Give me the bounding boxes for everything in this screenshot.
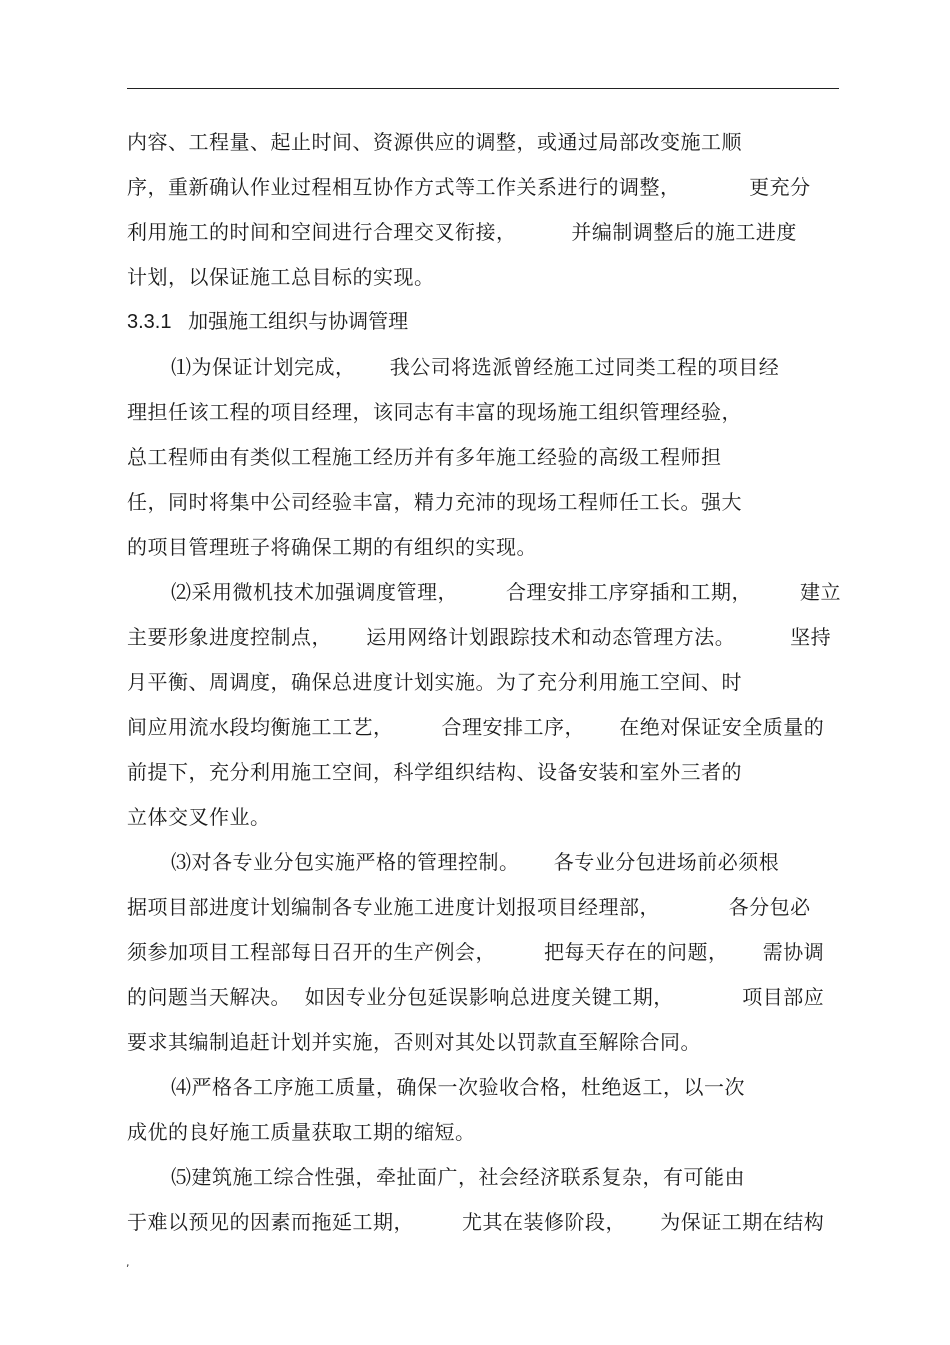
text-line: 成优的良好施工质量获取工期的缩短。 (127, 1120, 476, 1144)
text-line: 月平衡、周调度，确保总进度计划实施。为了充分利用施工空间、时 (127, 670, 742, 694)
text-line: 要求其编制追赶计划并实施，否则对其处以罚款直至解除合同。 (127, 1030, 701, 1054)
text-line: 任，同时将集中公司经验丰富，精力充沛的现场工程师任工长。强大 (127, 490, 742, 514)
text-line: 须参加项目工程部每日召开的生产例会， 把每天存在的问题， 需协调 (127, 940, 825, 964)
text-line: 计划，以保证施工总目标的实现。 (127, 265, 435, 289)
text-line: 序，重新确认作业过程相互协作方式等工作关系进行的调整， 更充分 (127, 175, 811, 199)
footer-mark: , (126, 1256, 130, 1269)
text-line: 立体交叉作业。 (127, 805, 271, 829)
text-line: 据项目部进度计划编制各专业施工进度计划报项目经理部， 各分包必 (127, 895, 811, 919)
header-rule (127, 88, 839, 89)
text-line: 利用施工的时间和空间进行合理交叉衔接， 并编制调整后的施工进度 (127, 220, 797, 244)
text-line: 间应用流水段均衡施工工艺， 合理安排工序， 在绝对保证安全质量的 (127, 715, 825, 739)
paragraph-2-start: ⑵采用微机技术加强调度管理， 合理安排工序穿插和工期， 建立 (171, 580, 842, 604)
text-line: 于难以预见的因素而拖延工期， 尤其在装修阶段， 为保证工期在结构 (127, 1210, 825, 1234)
text-line: 的问题当天解决。 如因专业分包延误影响总进度关键工期， 项目部应 (127, 985, 825, 1009)
section-heading: 3.3.1 加强施工组织与协调管理 (127, 311, 409, 333)
text-line: 内容、工程量、起止时间、资源供应的调整，或通过局部改变施工顺 (127, 130, 742, 154)
text-line: 理担任该工程的项目经理，该同志有丰富的现场施工组织管理经验， (127, 400, 742, 424)
paragraph-1-start: ⑴为保证计划完成， 我公司将选派曾经施工过同类工程的项目经 (171, 355, 780, 379)
paragraph-5-start: ⑸建筑施工综合性强，牵扯面广，社会经济联系复杂，有可能由 (171, 1165, 745, 1189)
text-line: 前提下，充分利用施工空间，科学组织结构、设备安装和室外三者的 (127, 760, 742, 784)
paragraph-3-start: ⑶对各专业分包实施严格的管理控制。 各专业分包进场前必须根 (171, 850, 780, 874)
paragraph-4-start: ⑷严格各工序施工质量，确保一次验收合格，杜绝返工，以一次 (171, 1075, 745, 1099)
text-line: 总工程师由有类似工程施工经历并有多年施工经验的高级工程师担 (127, 445, 722, 469)
text-line: 的项目管理班子将确保工期的有组织的实现。 (127, 535, 537, 559)
text-line: 主要形象进度控制点， 运用网络计划跟踪技术和动态管理方法。 坚持 (127, 625, 832, 649)
